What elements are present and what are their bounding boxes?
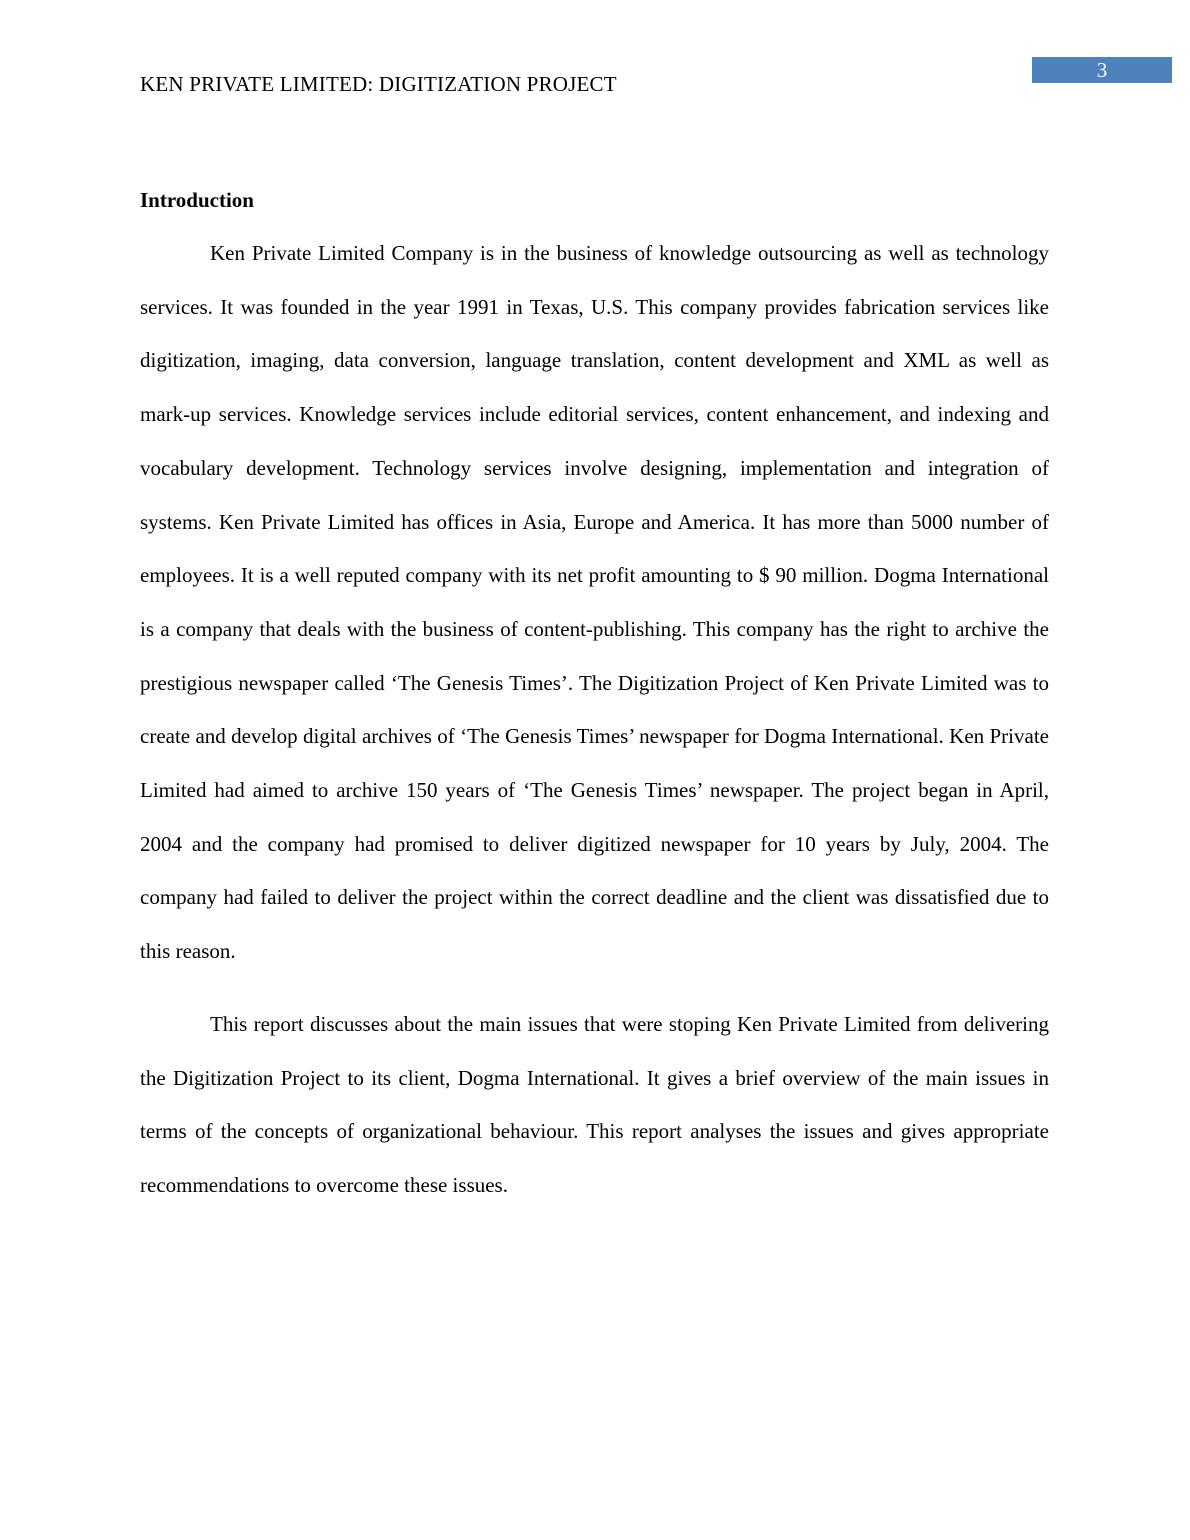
page-number-badge — [1032, 57, 1172, 83]
page-number: 3 — [1096, 58, 1108, 82]
document-body — [140, 186, 1049, 1213]
paragraph-company-overview: Ken Private Limited Company is in the business of knowledge outsourcing as well as technology services. It was founded in the year 1991 in Texas, U.S. This company provides fabrication services like digitization, imaging, data conversion, language translation, content development and XML as well as mark-up services. Knowledge services include editorial services, content enhancement, and indexing and vocabulary development. Technology services involve designing, implementation and integration of systems. Ken Private Limited has offices in Asia, Europe and America. It has more than 5000 number of employees. It is a well reputed company with its net profit amounting to $ 90 million. Dogma International is a company that deals with the business of content-publishing. This company has the right to archive the prestigious newspaper called ‘The Genesis Times’. The Digitization Project of Ken Private Limited was to create and develop digital archives of ‘The Genesis Times’ newspaper for Dogma International. Ken Private Limited had aimed to archive 150 years of ‘The Genesis Times’ newspaper. The project began in April, 2004 and the company had promised to deliver digitized newspaper for 10 years by July, 2004. The company had failed to deliver the project within the correct deadline and the client was dissatisfied due to this reason. — [140, 241, 1049, 964]
running-header-title: KEN PRIVATE LIMITED: DIGITIZATION PROJECT — [140, 72, 617, 96]
paragraph-report-purpose: This report discusses about the main issues that were stoping Ken Private Limited from delivering the Digitization Project to its client, Dogma International. It gives a brief overview of the main issues in terms of the concepts of organizational behaviour. This report analyses the issues and gives appropriate recommendations to overcome these issues. — [140, 1011, 1049, 1197]
section-heading: Introduction — [140, 188, 254, 212]
